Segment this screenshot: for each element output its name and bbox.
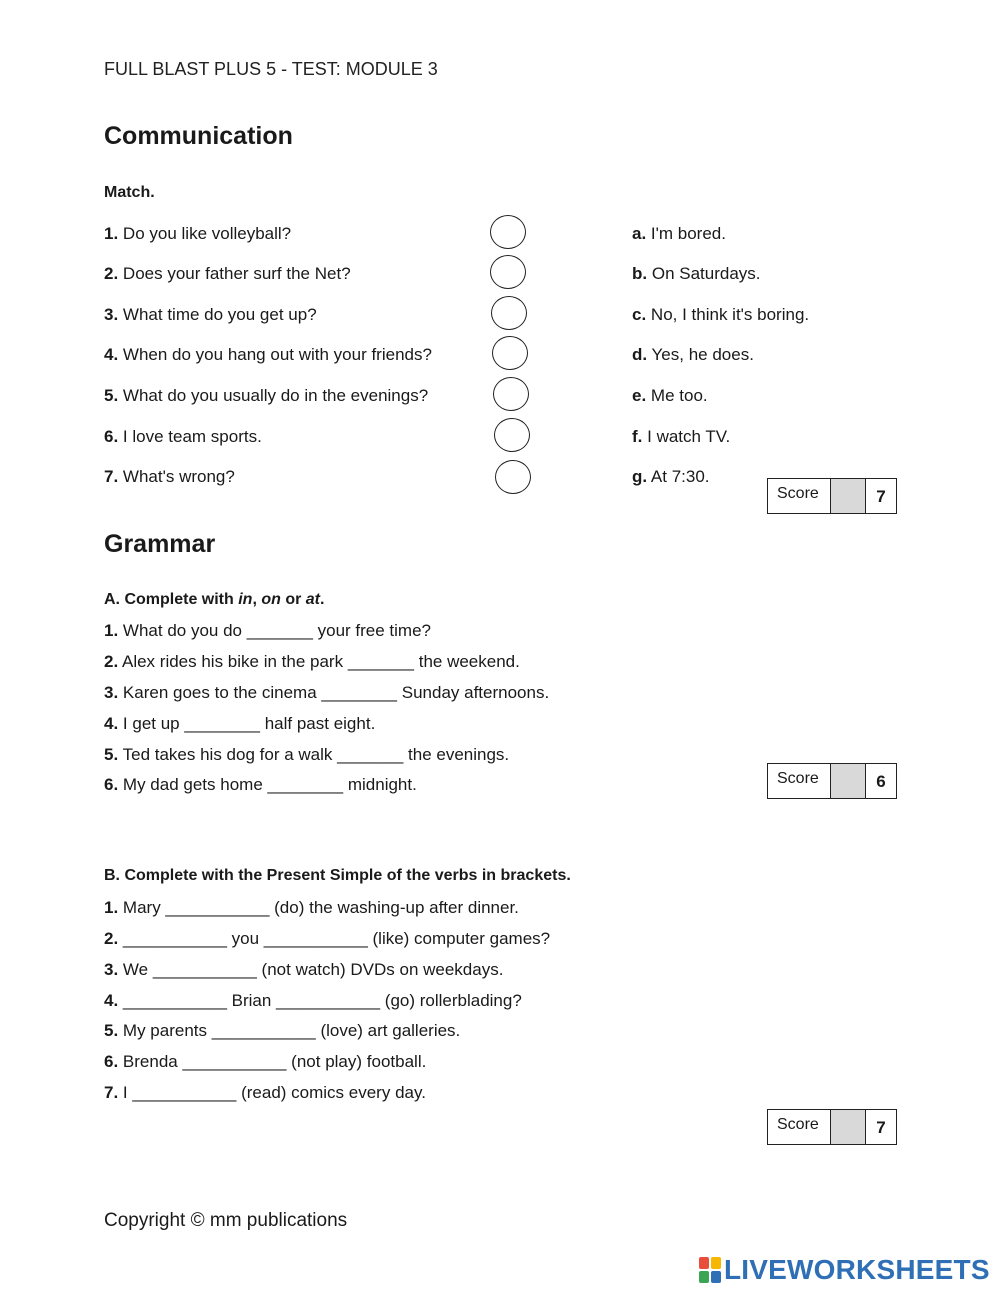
match-instruction: Match. (104, 184, 155, 201)
score-label: Score (777, 1116, 819, 1133)
score-max: 7 (876, 1118, 886, 1137)
comm-answer-e: e. Me too. (632, 386, 708, 405)
comm-answer-g: g. At 7:30. (632, 467, 710, 486)
grammar-a-instruction: A. Complete with in, on or at. (104, 591, 325, 608)
liveworksheets-logo[interactable] (699, 1256, 990, 1284)
answer-circle-3[interactable] (491, 296, 527, 330)
logo-block-icon (699, 1271, 709, 1283)
copyright-text: Copyright © mm publications (104, 1210, 348, 1231)
score-max: 6 (876, 772, 886, 791)
liveworksheets-logo-text: LIVEWORKSHEETS (724, 1254, 990, 1285)
grammar-b-score-box (767, 1109, 897, 1145)
answer-circle-2[interactable] (490, 255, 526, 289)
answer-circle-7[interactable] (495, 460, 531, 494)
comm-question-1: 1. Do you like volleyball? (104, 224, 292, 243)
communication-score-box (767, 478, 897, 514)
liveworksheets-logo-icon (699, 1257, 721, 1283)
grammar-a-item-1: 1. What do you do _______ your free time? (104, 621, 432, 640)
comm-answer-a: a. I'm bored. (632, 224, 726, 243)
grammar-a-item-3: 3. Karen goes to the cinema ________ Sunday afternoons. (104, 683, 550, 702)
grammar-b-item-2: 2. ___________ you ___________ (like) computer games? (104, 929, 551, 948)
comm-question-5: 5. What do you usually do in the evenings? (104, 386, 429, 405)
grammar-b-item-3: 3. We ___________ (not watch) DVDs on weekdays. (104, 960, 504, 979)
logo-block-icon (711, 1257, 721, 1269)
communication-title: Communication (104, 122, 293, 150)
grammar-a-item-4: 4. I get up ________ half past eight. (104, 714, 376, 733)
logo-block-icon (711, 1271, 721, 1283)
answer-circle-6[interactable] (494, 418, 530, 452)
grammar-b-item-6: 6. Brenda ___________ (not play) football. (104, 1052, 427, 1071)
comm-answer-c: c. No, I think it's boring. (632, 305, 810, 324)
comm-question-7: 7. What's wrong? (104, 467, 235, 486)
score-label: Score (777, 485, 819, 502)
comm-answer-f: f. I watch TV. (632, 427, 731, 446)
score-max: 7 (876, 487, 886, 506)
score-input[interactable] (830, 1110, 866, 1144)
comm-question-6: 6. I love team sports. (104, 427, 262, 446)
page-header: FULL BLAST PLUS 5 - TEST: MODULE 3 (104, 59, 438, 79)
score-label: Score (777, 770, 819, 787)
grammar-b-item-4: 4. ___________ Brian ___________ (go) rollerblading? (104, 991, 522, 1010)
answer-circle-4[interactable] (492, 336, 528, 370)
grammar-a-item-6: 6. My dad gets home ________ midnight. (104, 775, 417, 794)
comm-answer-b: b. On Saturdays. (632, 264, 761, 283)
score-input[interactable] (830, 764, 866, 798)
grammar-a-item-2: 2. Alex rides his bike in the park _______ the weekend. (104, 652, 520, 671)
comm-question-2: 2. Does your father surf the Net? (104, 264, 351, 283)
grammar-title: Grammar (104, 530, 216, 558)
comm-question-3: 3. What time do you get up? (104, 305, 317, 324)
grammar-b-item-5: 5. My parents ___________ (love) art galleries. (104, 1021, 461, 1040)
comm-answer-d: d. Yes, he does. (632, 345, 754, 364)
score-input[interactable] (830, 479, 866, 513)
grammar-b-instruction: B. Complete with the Present Simple of the verbs in brackets. (104, 867, 571, 884)
answer-circle-5[interactable] (493, 377, 529, 411)
comm-question-4: 4. When do you hang out with your friends? (104, 345, 432, 364)
grammar-a-score-box (767, 763, 897, 799)
grammar-b-item-7: 7. I ___________ (read) comics every day. (104, 1083, 426, 1102)
grammar-a-item-5: 5. Ted takes his dog for a walk _______ the evenings. (104, 745, 510, 764)
grammar-b-item-1: 1. Mary ___________ (do) the washing-up after dinner. (104, 898, 519, 917)
logo-block-icon (699, 1257, 709, 1269)
answer-circle-1[interactable] (490, 215, 526, 249)
